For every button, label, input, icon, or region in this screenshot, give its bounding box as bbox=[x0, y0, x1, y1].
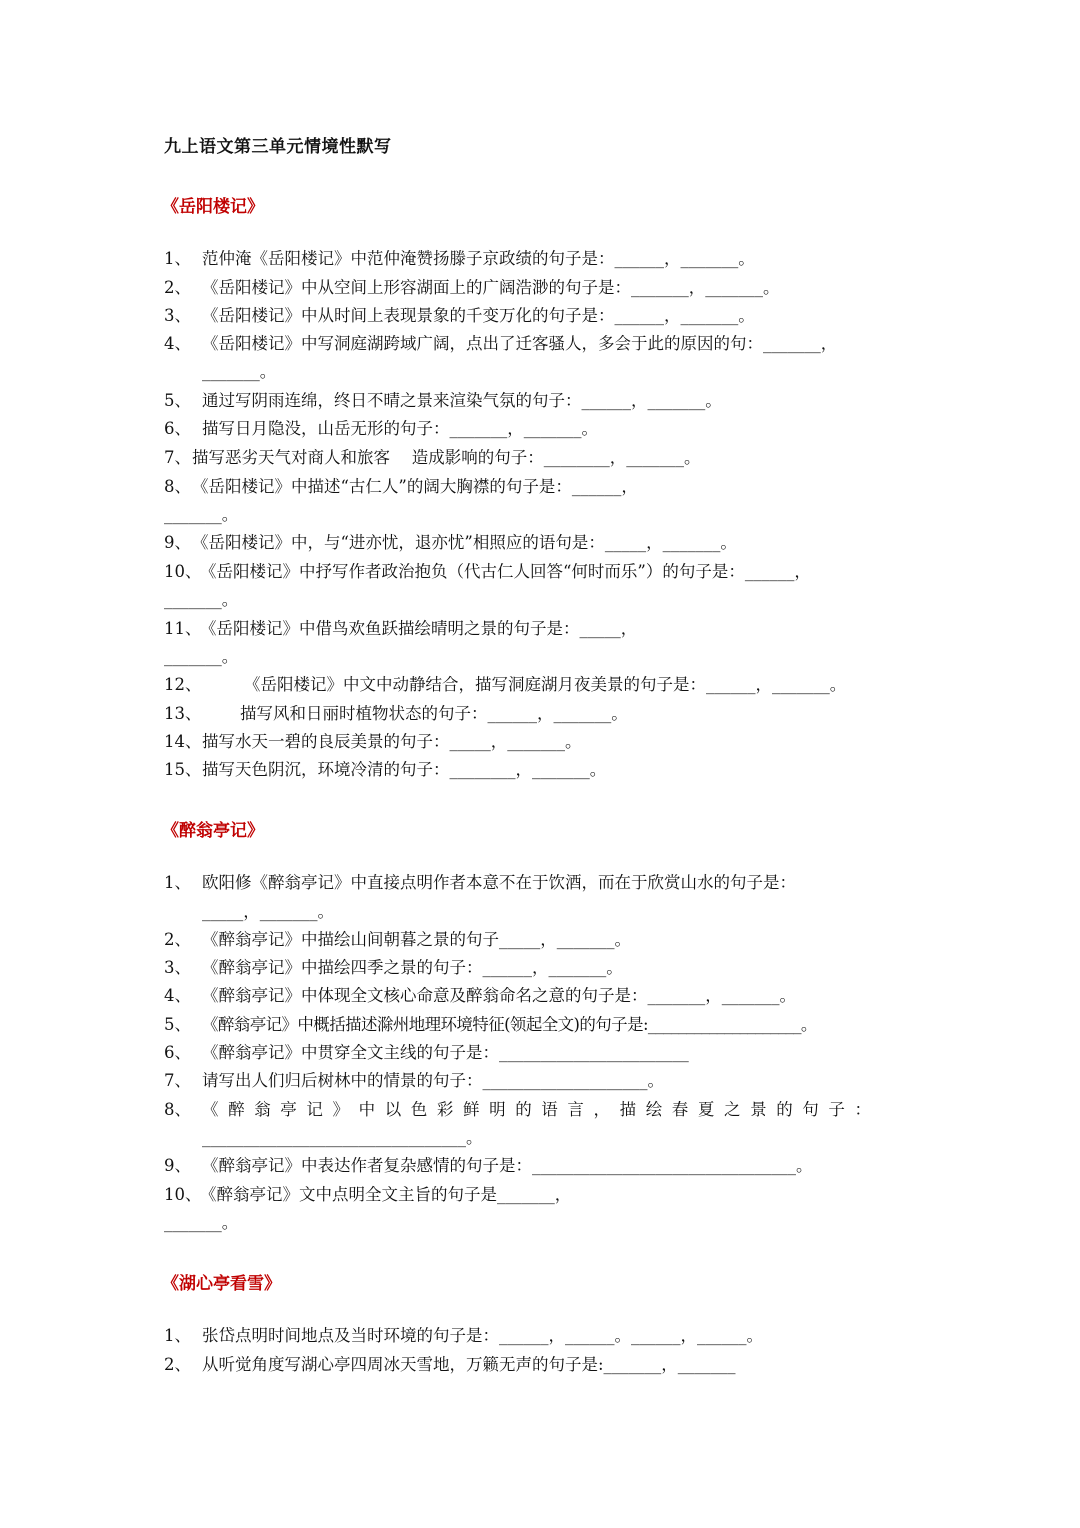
question-line bbox=[164, 1325, 763, 1347]
question-text: 《醉翁亭记》中描绘山间朝暮之景的句子_____，_______。 bbox=[202, 930, 631, 949]
question-line bbox=[164, 731, 582, 753]
question-line bbox=[164, 333, 837, 355]
question-continuation bbox=[164, 1212, 238, 1234]
question-number: 1、 bbox=[164, 1326, 191, 1345]
question-text: 通过写阴雨连绵，终日不晴之景来渲染气氛的句子：______，_______。 bbox=[202, 391, 722, 410]
question-text: 《岳阳楼记》中文中动静结合，描写洞庭湖月夜美景的句子是：______，_______。 bbox=[244, 675, 847, 694]
section-heading-huxinting: 《湖心亭看雪》 bbox=[162, 1274, 281, 1294]
question-line bbox=[164, 1070, 664, 1092]
section-heading-yueyanglou: 《岳阳楼记》 bbox=[162, 197, 264, 217]
question-line bbox=[164, 447, 701, 469]
question-number: 10、 bbox=[164, 1185, 202, 1204]
question-text: 《岳阳楼记》中抒写作者政治抱负（代古仁人回答“何时而乐”）的句子是：______， bbox=[200, 562, 811, 581]
question-number: 1、 bbox=[164, 249, 191, 268]
question-text: 《醉翁亭记》中以色彩鲜明的语言，描绘春夏之景的句子： bbox=[202, 1100, 881, 1119]
question-text: _______。 bbox=[164, 590, 239, 609]
question-text: 《岳阳楼记》中写洞庭湖跨域广阔，点出了迁客骚人，多会于此的原因的句：_______， bbox=[202, 334, 838, 353]
section-heading-zuiwengting: 《醉翁亭记》 bbox=[162, 821, 264, 841]
question-text: 描写水天一碧的良辰美景的句子：_____，_______。 bbox=[202, 732, 582, 751]
question-line bbox=[164, 985, 796, 1007]
question-line bbox=[164, 929, 631, 951]
question-number: 4、 bbox=[164, 986, 191, 1005]
question-line bbox=[164, 418, 598, 440]
question-continuation bbox=[202, 901, 334, 923]
question-line bbox=[164, 1014, 817, 1036]
question-number: 1、 bbox=[164, 873, 191, 892]
question-text: 《醉翁亭记》中贯穿全文主线的句子是：_______________________ bbox=[202, 1043, 689, 1062]
question-continuation bbox=[202, 1127, 483, 1149]
question-number: 15、 bbox=[164, 760, 202, 779]
question-line bbox=[164, 561, 811, 583]
question-number: 7、 bbox=[164, 1071, 191, 1090]
question-line bbox=[164, 277, 780, 299]
question-line bbox=[164, 390, 722, 412]
question-text: 张岱点明时间地点及当时环境的句子是：______，______。______，______。 bbox=[202, 1326, 763, 1345]
question-text: _______。 bbox=[164, 505, 239, 524]
question-text: 《醉翁亭记》中概括描述滁州地理环境特征(领起全文)的句子是:____________________。 bbox=[202, 1015, 817, 1034]
question-number: 2、 bbox=[164, 930, 191, 949]
question-number: 9、 bbox=[164, 533, 191, 552]
question-line bbox=[164, 248, 755, 270]
question-text: _______。 bbox=[202, 362, 277, 381]
question-number: 2、 bbox=[164, 278, 191, 297]
question-line bbox=[164, 703, 628, 725]
question-number: 6、 bbox=[164, 419, 191, 438]
question-text: 《醉翁亭记》中表达作者复杂感情的句子是：________________________________。 bbox=[202, 1156, 813, 1175]
question-number: 5、 bbox=[164, 391, 191, 410]
question-line bbox=[164, 1155, 813, 1177]
question-text: 《岳阳楼记》中从时间上表现景象的千变万化的句子是：______，_______。 bbox=[202, 306, 755, 325]
question-number: 8、 bbox=[164, 1100, 191, 1119]
question-number: 12、 bbox=[164, 675, 202, 694]
question-line bbox=[164, 1099, 881, 1121]
question-line bbox=[164, 305, 755, 327]
question-line bbox=[164, 1042, 689, 1064]
question-line bbox=[164, 618, 637, 640]
question-text: 《醉翁亭记》中描绘四季之景的句子：______，_______。 bbox=[202, 958, 623, 977]
document-title: 九上语文第三单元情境性默写 bbox=[164, 137, 392, 157]
question-continuation bbox=[164, 646, 238, 668]
question-text: 《岳阳楼记》中描述“古仁人”的阔大胸襟的句子是：______， bbox=[192, 477, 638, 496]
question-number: 3、 bbox=[164, 306, 191, 325]
question-text: 《岳阳楼记》中从空间上形容湖面上的广阔浩渺的句子是：_______，_______。 bbox=[202, 278, 780, 297]
question-line bbox=[164, 532, 737, 554]
question-number: 4、 bbox=[164, 334, 191, 353]
question-number: 8、 bbox=[164, 477, 191, 496]
question-number: 3、 bbox=[164, 958, 191, 977]
question-text: _______。 bbox=[164, 1213, 239, 1232]
question-text: _____，_______。 bbox=[202, 902, 334, 921]
question-text: 描写风和日丽时植物状态的句子：______，_______。 bbox=[240, 704, 628, 723]
question-continuation bbox=[202, 361, 276, 383]
question-text: 范仲淹《岳阳楼记》中范仲淹赞扬滕子京政绩的句子是：______，_______。 bbox=[202, 249, 755, 268]
question-line bbox=[164, 759, 606, 781]
question-number: 6、 bbox=[164, 1043, 191, 1062]
question-continuation bbox=[164, 504, 238, 526]
question-text: 描写恶劣天气对商人和旅客 造成影响的句子：________，_______。 bbox=[192, 448, 701, 467]
question-number: 7、 bbox=[164, 448, 191, 467]
question-number: 13、 bbox=[164, 704, 202, 723]
question-number: 10、 bbox=[164, 562, 202, 581]
question-line bbox=[164, 476, 638, 498]
question-number: 11、 bbox=[164, 619, 202, 638]
question-text: 从听觉角度写湖心亭四周冰天雪地，万籁无声的句子是:_______，_______ bbox=[202, 1355, 736, 1374]
question-text: 《岳阳楼记》中，与“进亦忧，退亦忧”相照应的语句是：_____，_______。 bbox=[192, 533, 737, 552]
question-text: 欧阳修《醉翁亭记》中直接点明作者本意不在于饮酒，而在于欣赏山水的句子是： bbox=[202, 873, 796, 892]
question-text: 描写日月隐没，山岳无形的句子：_______，_______。 bbox=[202, 419, 598, 438]
question-text: 《岳阳楼记》中借鸟欢鱼跃描绘晴明之景的句子是：_____， bbox=[200, 619, 638, 638]
question-line bbox=[164, 957, 623, 979]
question-text: 《醉翁亭记》中体现全文核心命意及醉翁命名之意的句子是：_______，_______。 bbox=[202, 986, 796, 1005]
question-number: 5、 bbox=[164, 1015, 191, 1034]
question-line bbox=[164, 1184, 571, 1206]
question-text: 描写天色阴沉，环境冷清的句子：________，_______。 bbox=[202, 760, 607, 779]
question-number: 9、 bbox=[164, 1156, 191, 1175]
question-text: 请写出人们归后树林中的情景的句子：____________________。 bbox=[202, 1071, 664, 1090]
question-continuation bbox=[164, 589, 238, 611]
question-text: 《醉翁亭记》文中点明全文主旨的句子是_______， bbox=[200, 1185, 572, 1204]
question-number: 14、 bbox=[164, 732, 202, 751]
question-text: _______。 bbox=[164, 647, 239, 666]
question-line bbox=[164, 872, 796, 894]
question-number: 2、 bbox=[164, 1355, 191, 1374]
question-line bbox=[164, 1354, 736, 1376]
question-line bbox=[164, 674, 846, 696]
question-text: ________________________________。 bbox=[202, 1128, 483, 1147]
